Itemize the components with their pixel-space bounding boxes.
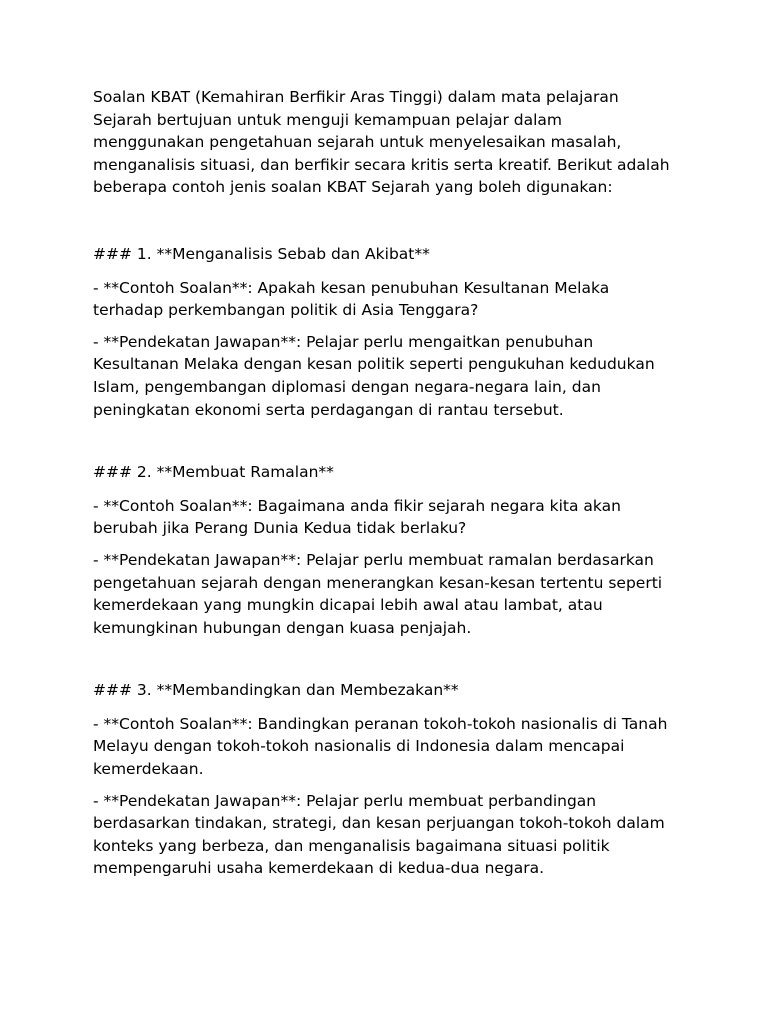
section-3 [93,679,676,880]
section-1 [93,243,676,421]
section-3-example: - **Contoh Soalan**: Bandingkan peranan tokoh-tokoh nasionalis di Tanah Melayu dengan tokoh-tokoh nasionalis di Indonesia dalam mencapai kemerdekaan. [93,714,668,779]
section-3-approach: - **Pendekatan Jawapan**: Pelajar perlu membuat perbandingan berdasarkan tindakan, strategi, dan kesan perjuangan tokoh-tokoh dalam konteks yang berbeza, dan menganalisis bagaimana situasi politik mempengaruhi usaha kemerdekaan di kedua-dua negara. [93,791,665,878]
section-2-example: - **Contoh Soalan**: Bagaimana anda fikir sejarah negara kita akan berubah jika Perang Dunia Kedua tidak berlaku? [93,496,621,538]
section-1-approach: - **Pendekatan Jawapan**: Pelajar perlu mengaitkan penubuhan Kesultanan Melaka dengan kesan politik seperti pengukuhan kedudukan Islam, pengembangan diplomasi dengan negara-negara lain, dan peningkatan ekonomi serta perdagangan di rantau tersebut. [93,332,655,419]
section-2-approach: - **Pendekatan Jawapan**: Pelajar perlu membuat ramalan berdasarkan pengetahuan sejarah dengan menerangkan kesan-kesan tertentu seperti kemerdekaan yang mungkin dicapai lebih awal atau lambat, atau kemungkinan hubungan dengan kuasa penjajah. [93,550,663,637]
intro-paragraph: Soalan KBAT (Kemahiran Berfikir Aras Tinggi) dalam mata pelajaran Sejarah bertujuan untuk menguji kemampuan pelajar dalam menggunakan pengetahuan sejarah untuk menyelesaikan masalah, menganalisis situasi, dan berfikir secara kritis serta kreatif. Berikut adalah beberapa contoh jenis soalan KBAT Sejarah yang boleh digunakan: [93,88,670,197]
section-2-heading: ### 2. **Membuat Ramalan** [93,463,334,482]
section-1-heading: ### 1. **Menganalisis Sebab dan Akibat** [93,244,430,263]
section-3-heading: ### 3. **Membandingkan dan Membezakan** [93,681,459,700]
section-1-example: - **Contoh Soalan**: Apakah kesan penubuhan Kesultanan Melaka terhadap perkembangan politik di Asia Tenggara? [93,278,610,320]
section-2 [93,461,676,639]
